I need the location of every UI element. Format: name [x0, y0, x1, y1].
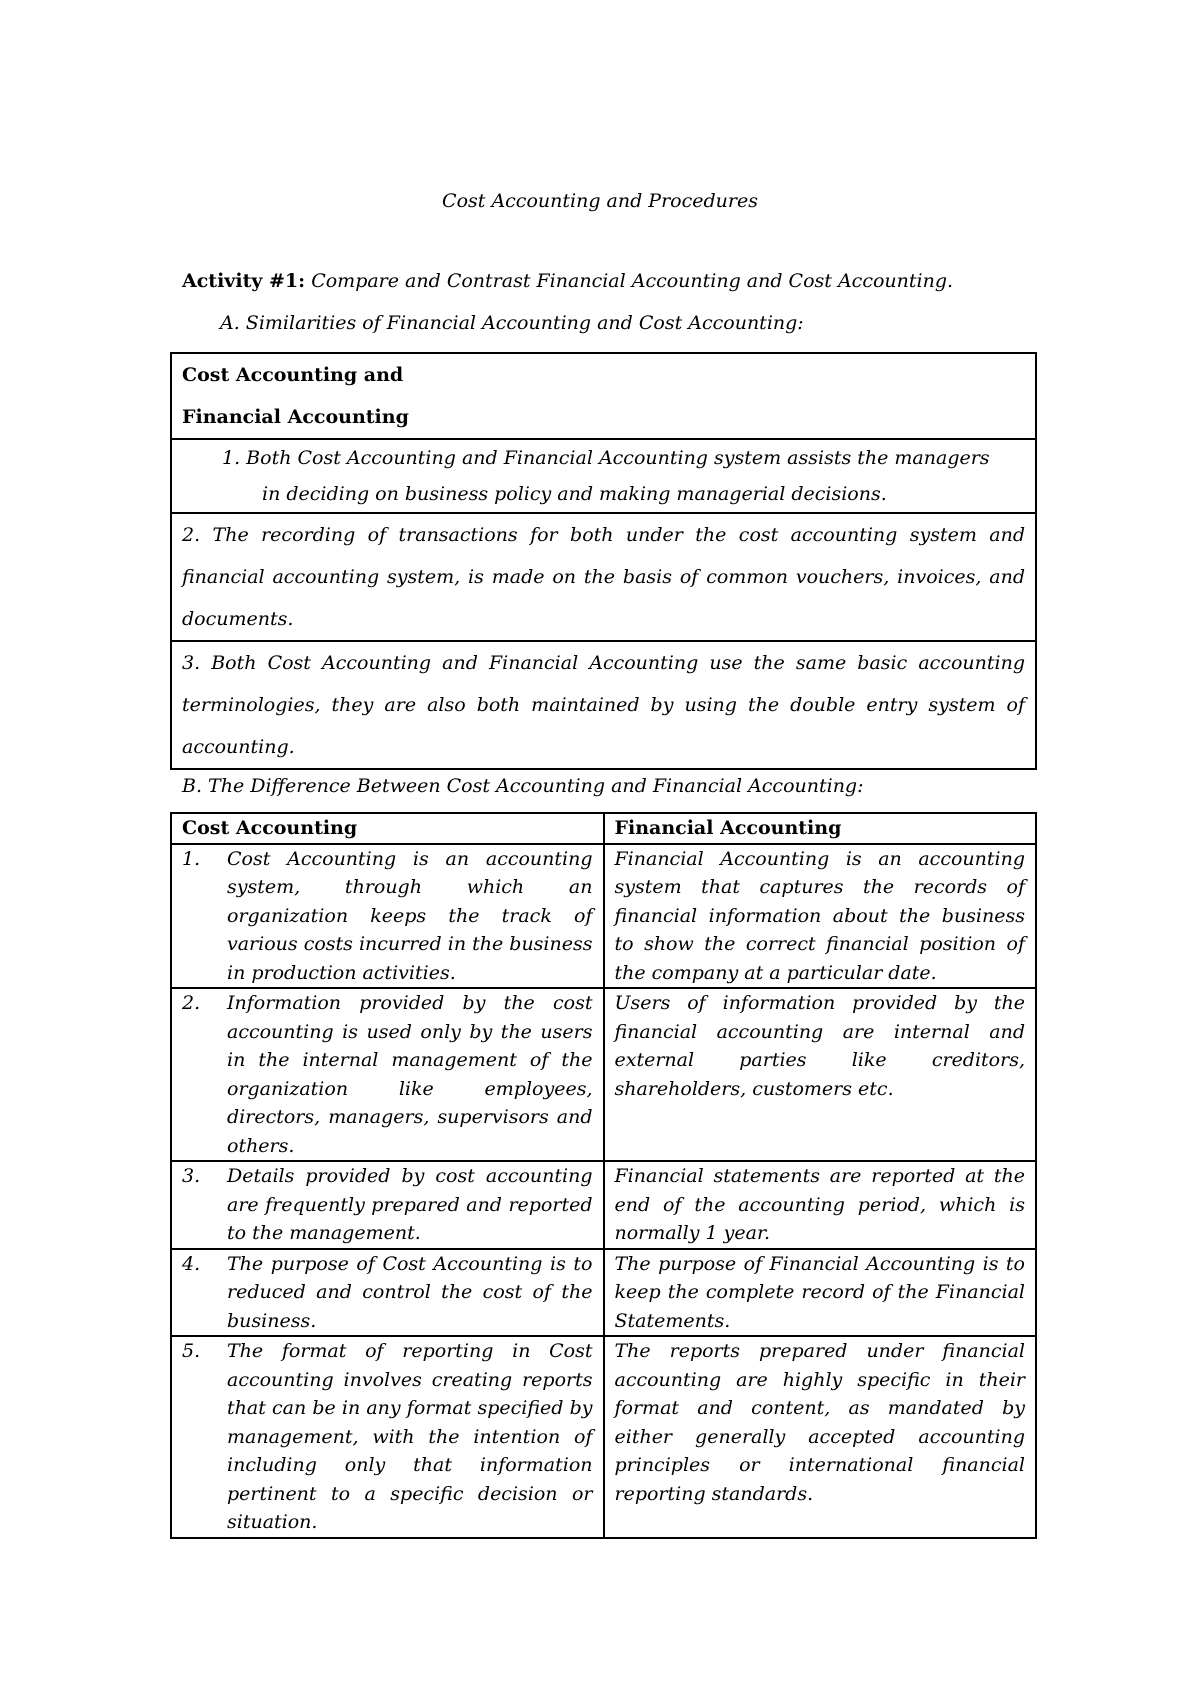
activity-label: Activity #1:	[182, 270, 306, 292]
financial-cell: The reports prepared under financial accounting are highly specific in their format and content, as mandated by either generally accepted accounting principles or international financial reporting standards.	[604, 1336, 1037, 1538]
table-header-row	[171, 813, 1036, 844]
table-row	[171, 1336, 1036, 1538]
activity-text: Compare and Contrast Financial Accounting and Cost Accounting.	[311, 270, 954, 292]
financial-cell: Financial Accounting is an accounting system that captures the records of financial information about the business to show the correct financial position of the company at a particular date.	[604, 844, 1037, 989]
table-row	[171, 513, 1036, 641]
section-b-heading: B. The Difference Between Cost Accounting and Financial Accounting:	[182, 775, 864, 797]
table-row	[171, 988, 1036, 1161]
financial-cell: Financial statements are reported at the end of the accounting period, which is normally 1 year.	[604, 1161, 1037, 1249]
table-row	[171, 1161, 1036, 1249]
document-title: Cost Accounting and Procedures	[442, 190, 758, 212]
table-row	[171, 439, 1036, 513]
table-row	[171, 641, 1036, 769]
cost-cell: 1. Cost Accounting is an accounting system, through which an organization keeps the track of various costs incurred in the business in production activities.	[171, 844, 604, 989]
table-row	[171, 1249, 1036, 1337]
cost-cell: 4. The purpose of Cost Accounting is to reduced and control the cost of the business.	[171, 1249, 604, 1337]
activity-line	[182, 270, 953, 292]
cost-cell: 3. Details provided by cost accounting are frequently prepared and reported to the management.	[171, 1161, 604, 1249]
cost-cell: 2. Information provided by the cost accounting is used only by the users in the internal management of the organization like employees, directors, managers, supervisors and others.	[171, 988, 604, 1161]
table-row	[171, 844, 1036, 989]
cost-cell: 5. The format of reporting in Cost accounting involves creating reports that can be in any format specified by management, with the intention of including only that information pertinent to a specific decision or situation.	[171, 1336, 604, 1538]
similarity-item-3: 3. Both Cost Accounting and Financial Accounting use the same basic accounting terminologies, they are also both maintained by using the double entry system of accounting.	[171, 641, 1036, 769]
similarity-item-1: 1. Both Cost Accounting and Financial Accounting system assists the managers in deciding on business policy and making managerial decisions.	[171, 439, 1036, 513]
financial-cell: Users of information provided by the financial accounting are internal and external parties like creditors, shareholders, customers etc.	[604, 988, 1037, 1161]
similarity-item-2: 2. The recording of transactions for both under the cost accounting system and financial accounting system, is made on the basis of common vouchers, invoices, and documents.	[171, 513, 1036, 641]
section-a-heading: A. Similarities of Financial Accounting and Cost Accounting:	[220, 312, 804, 334]
column-header-cost: Cost Accounting	[171, 813, 604, 844]
financial-cell: The purpose of Financial Accounting is to keep the complete record of the Financial Statements.	[604, 1249, 1037, 1337]
similarities-table	[170, 352, 1037, 770]
similarities-header: Cost Accounting and Financial Accounting	[171, 353, 1036, 439]
column-header-financial: Financial Accounting	[604, 813, 1037, 844]
table-header-row	[171, 353, 1036, 439]
differences-table	[170, 812, 1037, 1539]
